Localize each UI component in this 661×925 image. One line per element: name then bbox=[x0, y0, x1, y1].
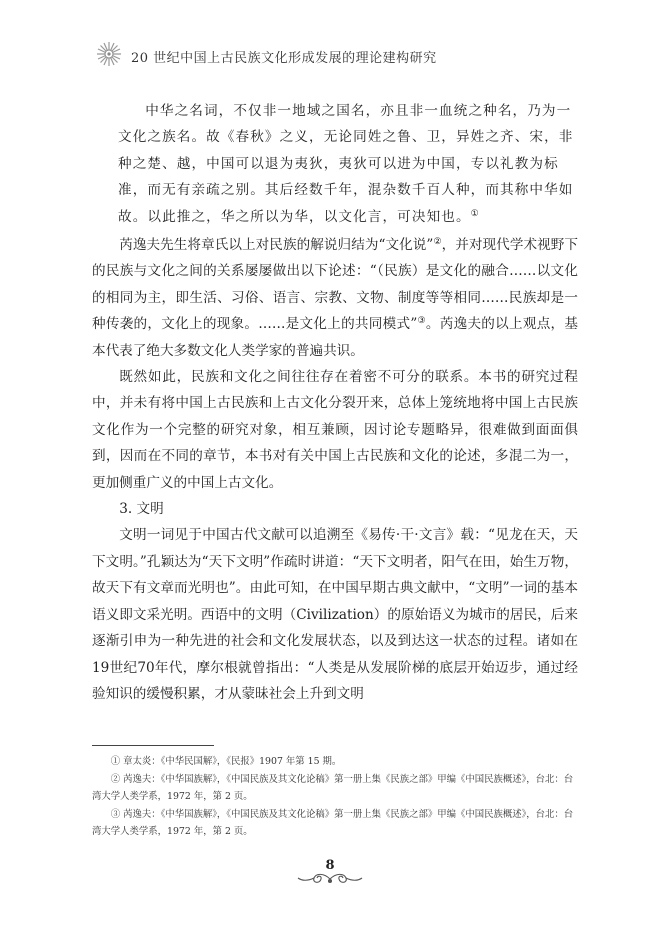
starburst-icon bbox=[95, 40, 123, 68]
footnote-ref-2[interactable]: ② bbox=[433, 237, 442, 247]
footnote-divider bbox=[92, 745, 214, 746]
footnote-2: ② 芮逸夫：《中华国族解》，《中国民族及其文化论稿》第一册上集《民族之部》甲编《中国民族概述》，台北：台湾大学人类学系，1972 年，第 2 页。 bbox=[92, 773, 574, 803]
paragraph-3: 文明一词见于中国古代文献可以追溯至《易传·干·文言》载：“见龙在天，天下文明。”孔颖达为“天下文明”作疏时讲道：“天下文明者，阳气在田，始生万物，故天下有文章而光明也”。由此可知，在中国早期古典文献中，“文明”一词的基本语义即文采光明。西语中的文明（Civilization）的原始语义为城市的居民，后来逐渐引申为一种先进的社会和文化发展状态，以及到达这一状态的过程。诸如在19世纪70年代，摩尔根就曾指出：“人类是从发展阶梯的底层开始迈步，通过经验知识的缓慢积累，才从蒙昧社会上升到文明 bbox=[92, 527, 578, 702]
running-header bbox=[95, 40, 595, 70]
body-text bbox=[92, 232, 578, 707]
section-heading: 3. 文明 bbox=[119, 501, 164, 518]
block-quote bbox=[118, 98, 576, 230]
page-number: 8 bbox=[325, 858, 335, 873]
footnote-3: ③ 芮逸夫：《中华国族解》，《中国民族及其文化论稿》第一册上集《民族之部》甲编《中国民族概述》，台北：台湾大学人类学系，1972 年，第 2 页。 bbox=[92, 808, 574, 838]
footnote-ref-3[interactable]: ③ bbox=[417, 316, 426, 327]
footnote-1: ① 章太炎：《中华民国解》，《民报》1907 年第 15 期。 bbox=[110, 756, 342, 767]
paragraph-2: 既然如此，民族和文化之间往往存在着密不可分的联系。本书的研究过程中，并未有将中国上古民族和上古文化分裂开来，总体上笼统地将中国上古民族文化作为一个完整的研究对象，相互兼顾，因讨论专题略异，很难做到面面俱到，因而在不同的章节，本书对有关中国上古民族和文化的论述，多混二为一，更加侧重广义的中国上古文化。 bbox=[92, 369, 578, 491]
scroll-ornament-icon bbox=[296, 872, 364, 886]
footnote-ref-1[interactable]: ① bbox=[470, 208, 480, 219]
footnotes bbox=[92, 753, 576, 841]
paragraph-1: 芮逸夫先生将章氏以上对民族的解说归结为“文化说”②，并对现代学术视野下的民族与文化之间的关系屡屡做出以下论述：“（民族）是文化的融合……以文化的相同为主，即生活、习俗、语言、宗教、文物、制度等等相同……民族却是一种传袭的，文化上的现象。……是文化上的共同模式”③。芮逸夫的以上观点，基本代表了绝大多数文化人类学家的普遍共识。 bbox=[92, 237, 579, 359]
quote-text: 中华之名词，不仅非一地域之国名，亦且非一血统之种名，乃为一文化之族名。故《春秋》之义，无论同姓之鲁、卫，异姓之齐、宋，非种之楚、越，中国可以退为夷狄，夷狄可以进为中国，专以礼教为标准，而无有亲疏之别。其后经数千年，混杂数千百人种，而其称中华如故。以此推之，华之所以为华，以文化言，可决知也。 bbox=[118, 103, 574, 225]
running-header-title: 20 世纪中国上古民族文化形成发展的理论建构研究 bbox=[131, 51, 437, 66]
